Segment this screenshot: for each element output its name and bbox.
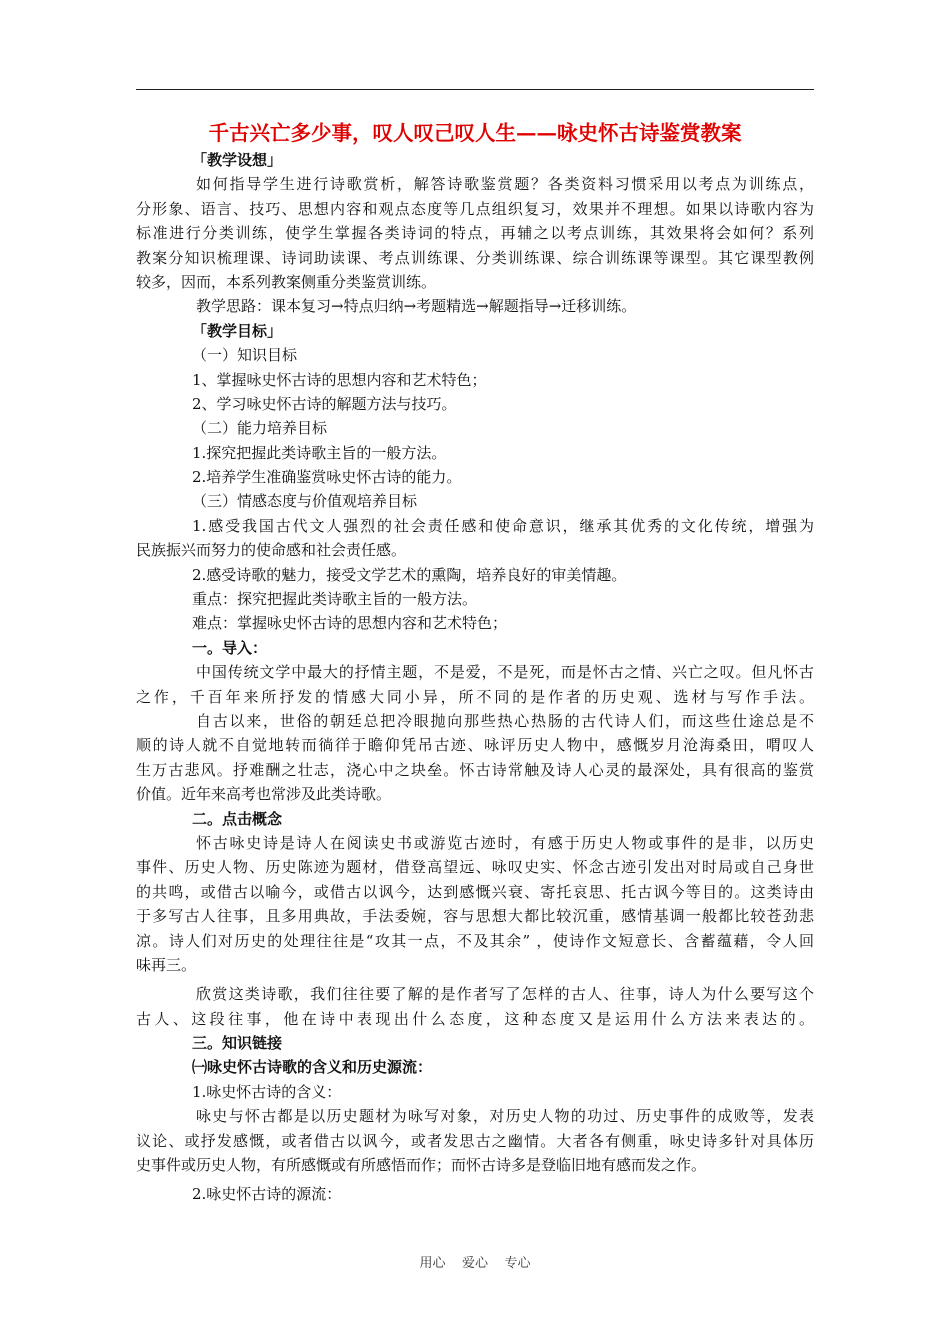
text-line: 怀古咏史诗是诗人在阅读史书或游览古迹时，有感于历史人物或事件的是非，以历史 (196, 833, 814, 852)
text-line: 教案分知识梳理课、诗词助读课、考点训练课、分类训练课、综合训练课等课型。其它课型教例 (136, 248, 814, 267)
text-line: 难点：掌握咏史怀古诗的思想内容和艺术特色； (192, 614, 508, 633)
section-heading: 二。点击概念 (192, 809, 283, 828)
text-line: 史事件或历史人物，有所感慨或有所感悟而作；而怀古诗多是登临旧地有感而发之作。 (136, 1156, 707, 1175)
section-heading: 「教学设想」 (192, 151, 283, 169)
text-line: 顺的诗人就不自觉地转而徜徉于瞻仰凭吊古迹、咏评历史人物中，感慨岁月沧海桑田，喟叹人 (136, 736, 814, 755)
text-line: （二）能力培养目标 (192, 419, 328, 438)
header-rule (136, 89, 814, 90)
text-line: 于多写古人往事，且多用典故，手法委婉，容与思想大都比较沉重，感情基调一般都比较苍劲悲 (136, 907, 814, 926)
text-line: 较多，因而，本系列教案侧重分类鉴赏训练。 (136, 272, 437, 291)
text-line: 之作，千百年来所抒发的情感大同小异，所不同的是作者的历史观、选材与写作手法。 (136, 687, 814, 706)
text-line: 1、掌握咏史怀古诗的思想内容和艺术特色； (192, 370, 487, 389)
text-line: 2、学习咏史怀古诗的解题方法与技巧。 (192, 394, 457, 413)
section-heading: ㈠咏史怀古诗歌的含义和历史源流： (192, 1058, 433, 1077)
text-line: 欣赏这类诗歌，我们往往要了解的是作者写了怎样的古人、往事，诗人为什么要写这个 (196, 985, 814, 1004)
text-line: 1.咏史怀古诗的含义： (192, 1082, 342, 1101)
text-line: 生万古悲风。抒难酬之壮志，浇心中之块垒。怀古诗常触及诗人心灵的最深处，具有很高的鉴赏 (136, 760, 814, 779)
text-line: 如何指导学生进行诗歌赏析，解答诗歌鉴赏题？各类资料习惯采用以考点为训练点， (196, 175, 814, 194)
text-line: 味再三。 (136, 955, 197, 974)
text-line: 古人、这段往事，他在诗中表现出什么态度，这种态度又是运用什么方法来表达的。 (136, 1009, 814, 1028)
text-line: 的共鸣，或借古以喻今，或借古以讽今，达到感慨兴衰、寄托哀思、托古讽今等目的。这类诗由 (136, 882, 814, 901)
text-line: 2.咏史怀古诗的源流： (192, 1185, 342, 1204)
section-heading: 三。知识链接 (192, 1034, 283, 1053)
text-line: 中国传统文学中最大的抒情主题，不是爱，不是死，而是怀古之情、兴亡之叹。但凡怀古 (196, 663, 814, 682)
text-line: 重点：探究把握此类诗歌主旨的一般方法。 (192, 590, 478, 609)
text-line: 1.探究把握此类诗歌主旨的一般方法。 (192, 443, 447, 462)
text-line: 民族振兴而努力的使命感和社会责任感。 (136, 541, 407, 560)
text-line: 凉。诗人们对历史的处理往往是“攻其一点，不及其余” ，使诗作文短意长、含蓄蕴藉，令人回 (136, 931, 814, 950)
page-footer: 用心 爱心 专心 (419, 1256, 531, 1271)
text-line: 教学思路：课本复习→特点归纳→考题精选→解题指导→迁移训练。 (196, 297, 637, 316)
document-title: 千古兴亡多少事，叹人叹己叹人生——咏史怀古诗鉴赏教案 (208, 121, 742, 145)
text-line: 自古以来，世俗的朝廷总把冷眼抛向那些热心热肠的古代诗人们，而这些仕途总是不 (196, 711, 814, 730)
document-body (136, 148, 814, 1207)
text-line: 标准进行分类训练，使学生掌握各类诗词的特点，再辅之以考点训练，其效果将会如何？系列 (136, 224, 814, 243)
text-line: （三）情感态度与价值观培养目标 (192, 492, 418, 511)
text-line: 2.培养学生准确鉴赏咏史怀古诗的能力。 (192, 468, 462, 487)
text-line: 议论、或抒发感慨，或者借古以讽今，或者发思古之幽情。大者各有侧重，咏史诗多针对具体历 (136, 1131, 814, 1150)
document-page (136, 118, 814, 1207)
text-line: （一）知识目标 (192, 346, 298, 365)
text-line: 分形象、语言、技巧、思想内容和观点态度等几点组织复习，效果并不理想。如果以诗歌内容为 (136, 199, 814, 218)
text-line: 价值。近年来高考也常涉及此类诗歌。 (136, 785, 392, 804)
text-line: 1.感受我国古代文人强烈的社会责任感和使命意识，继承其优秀的文化传统，增强为 (192, 516, 814, 535)
text-line: 事件、历史人物、历史陈迹为题材，借登高望远、咏叹史实、怀念古迹引发出对时局或自己身世 (136, 858, 814, 877)
section-heading: 「教学目标」 (192, 321, 283, 340)
text-line: 咏史与怀古都是以历史题材为咏写对象，对历史人物的功过、历史事件的成败等，发表 (196, 1107, 814, 1126)
text-line: 2.感受诗歌的魅力，接受文学艺术的熏陶，培养良好的审美情趣。 (192, 565, 627, 584)
section-heading: 一。导入： (192, 638, 268, 657)
